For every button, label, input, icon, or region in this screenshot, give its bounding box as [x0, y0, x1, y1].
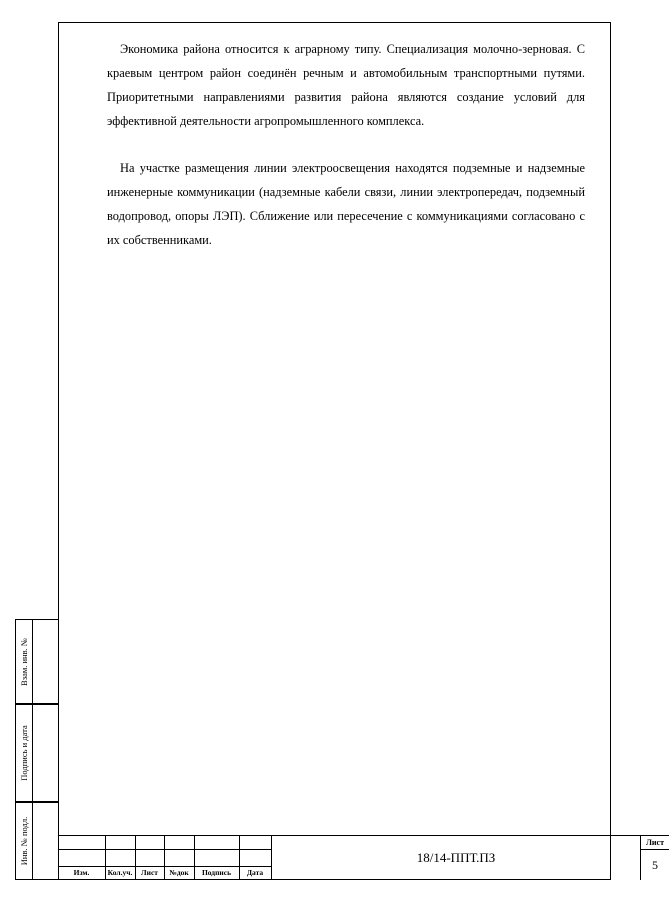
- document-code: 18/14-ППТ.ПЗ: [271, 835, 640, 880]
- header-data: Дата: [246, 868, 264, 877]
- side-label-podpis: Подпись и дата: [19, 725, 29, 781]
- side-cell-vzam: [15, 619, 58, 704]
- sheet-cell: [640, 835, 669, 880]
- revision-table: [58, 835, 271, 880]
- sheet-label: Лист: [641, 836, 669, 850]
- side-label-vzam: Взам. инв. №: [19, 637, 29, 686]
- side-cell-inv: [15, 802, 58, 880]
- paragraph-utilities: На участке размещения линии электроосвещения находятся подземные и надземные инженерные коммуникации (надземные кабели связи, линии электропередач, подземный водопровод, опоры ЛЭП). Сближение или пересечение с коммуникациями согласовано с их собственниками.: [107, 161, 585, 247]
- sheet-number: 5: [652, 858, 658, 872]
- side-cell-podpis: [15, 704, 58, 802]
- header-ndok: №док: [169, 868, 189, 877]
- paragraph-economy: Экономика района относится к аграрному типу. Специализация молочно-зерновая. С краевым центром район соединён речным и автомобильным транспортными путями. Приоритетными направлениями развития района являются создание условий для эффективной деятельности агропромышленного комплекса.: [107, 42, 585, 128]
- side-label-inv: Инв. № подл.: [19, 816, 29, 866]
- title-block: [58, 835, 665, 880]
- header-podpis: Подпись: [201, 868, 232, 877]
- body-text: [107, 37, 585, 252]
- header-list: Лист: [141, 868, 158, 877]
- header-koluch: Кол.уч.: [107, 868, 133, 877]
- header-izm: Изм.: [73, 868, 90, 877]
